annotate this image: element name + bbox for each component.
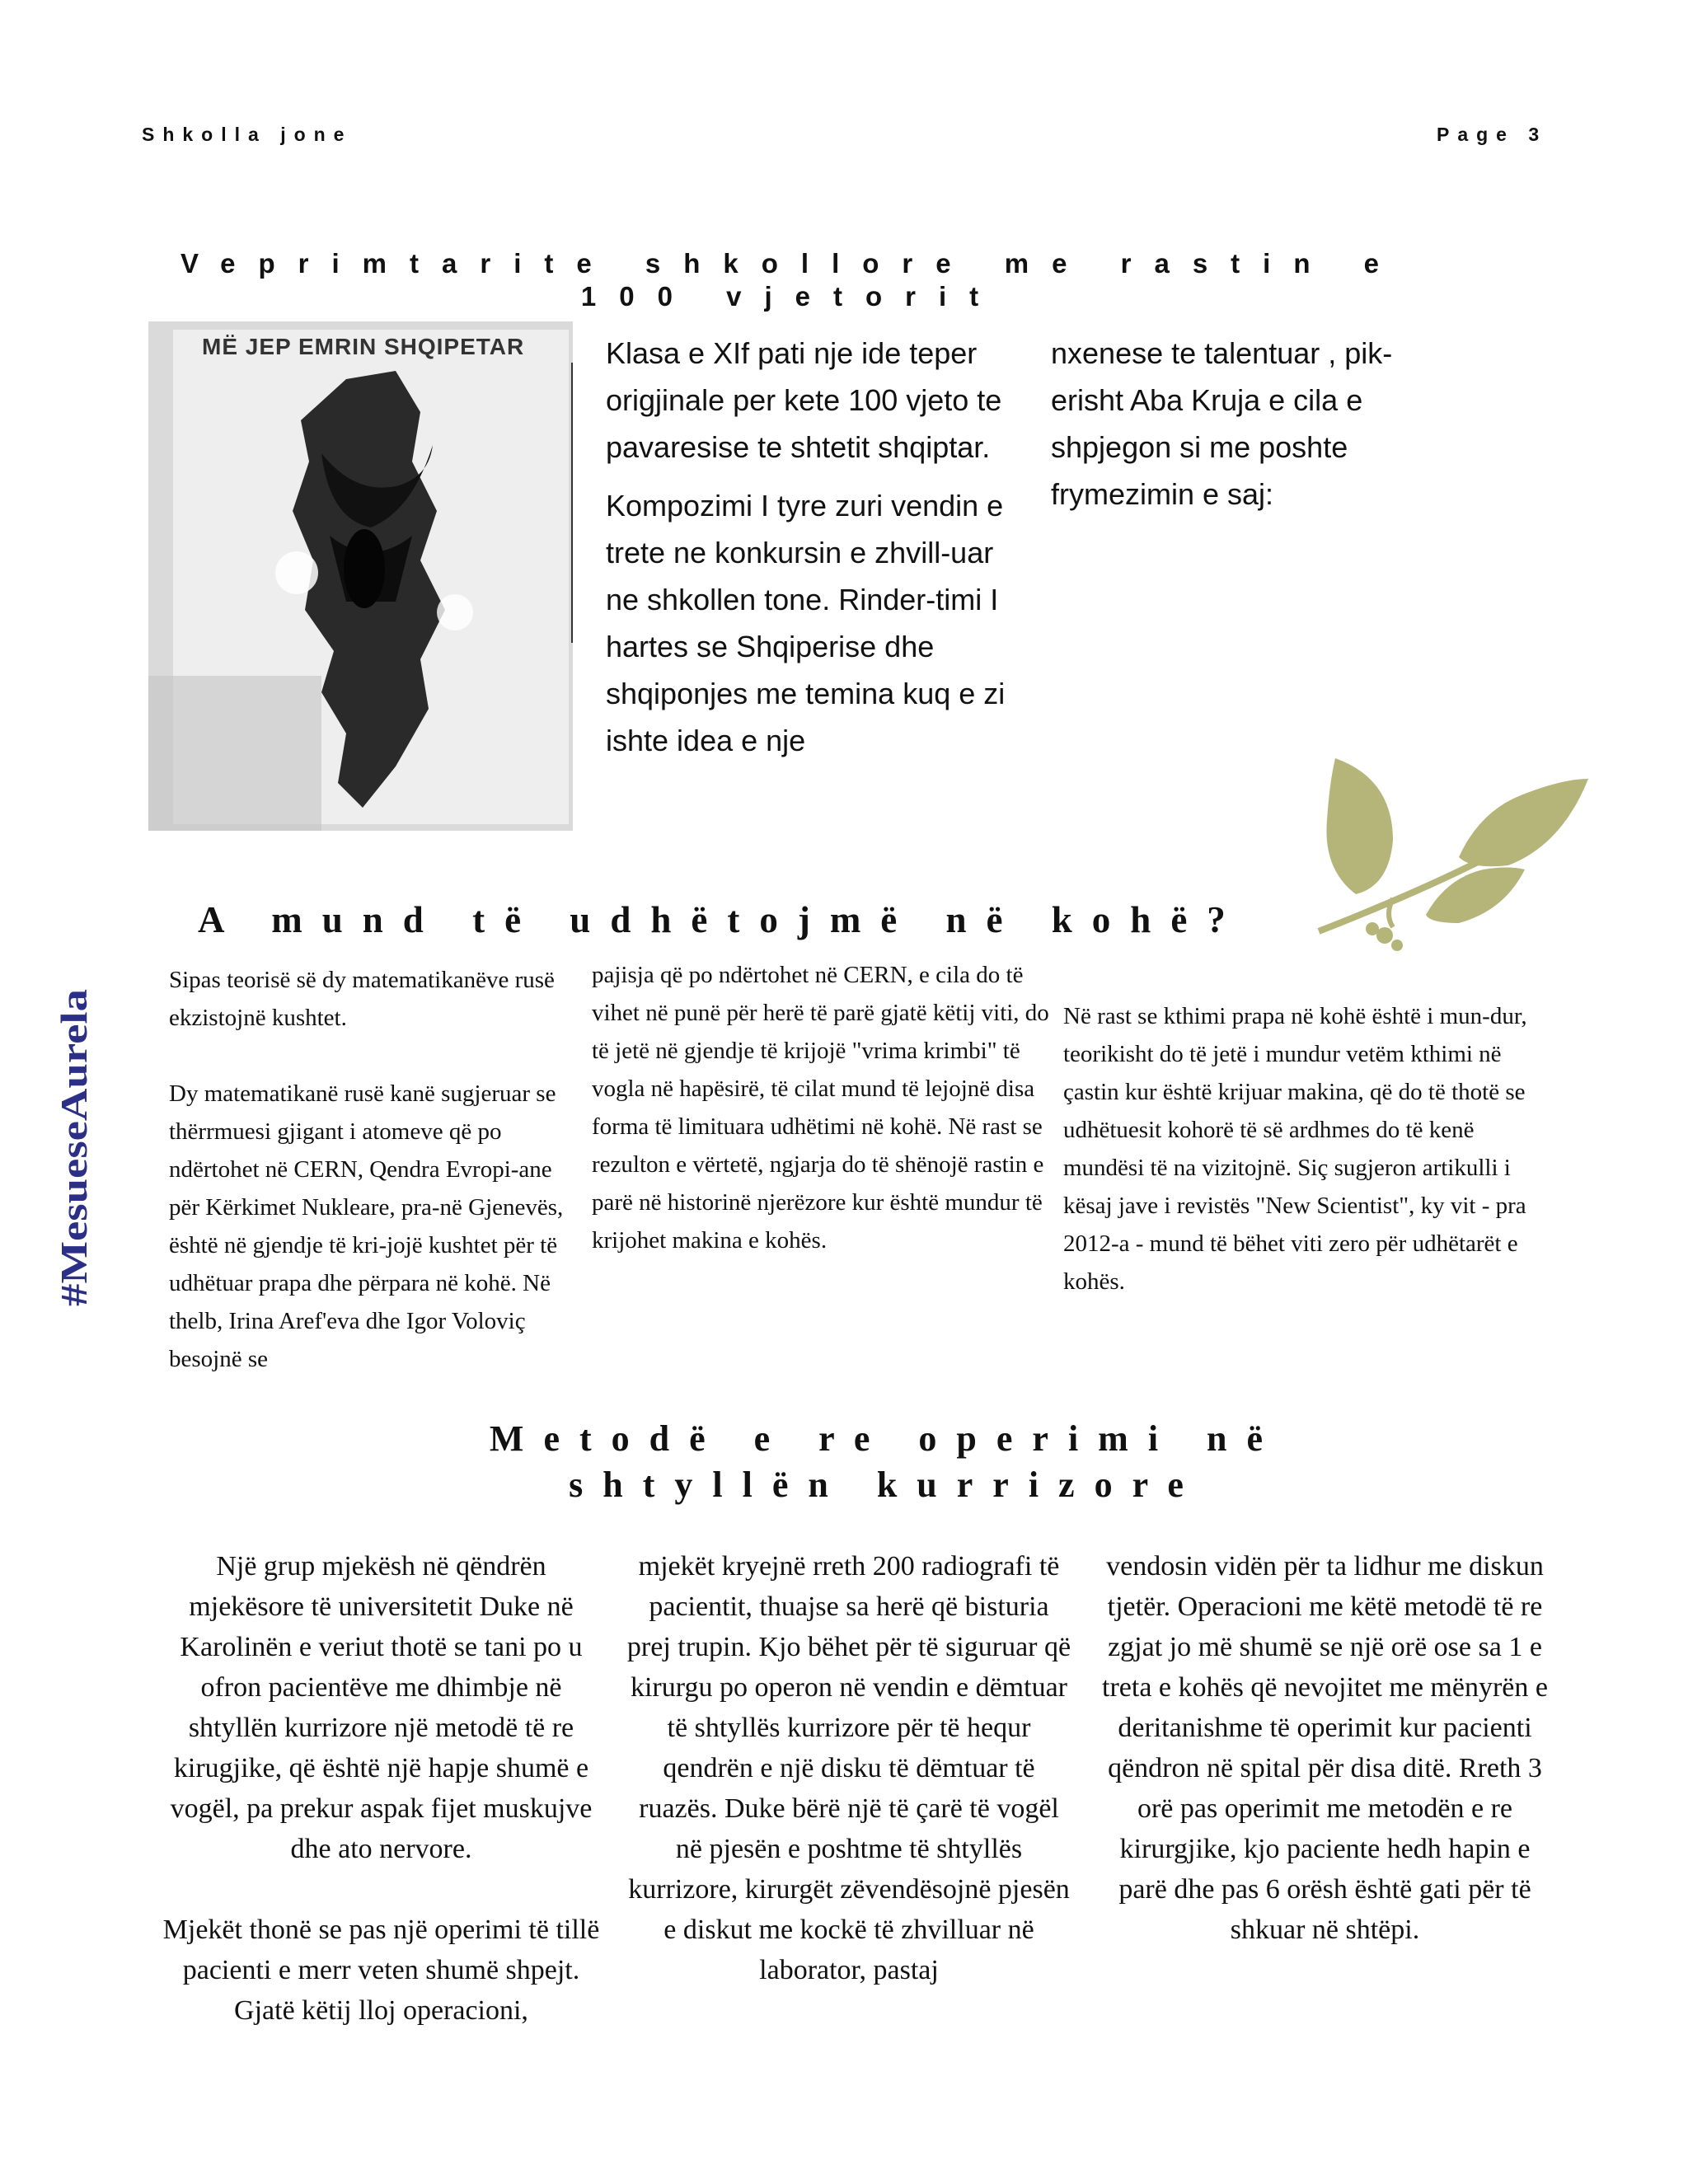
article3-title-line2: shtyllën kurrizore <box>569 1465 1203 1505</box>
article2-column-3 <box>1063 997 1545 1301</box>
watermark-hashtag <box>49 985 99 1306</box>
article2-paragraph: Sipas teorisë së dy matematikanëve rusë ekzistojnë kushtet. <box>169 967 555 1031</box>
article1-title-line1: Veprimtarite shkollore me rastin e <box>180 248 1403 279</box>
article3-column-2 <box>626 1546 1071 1990</box>
article1-paragraph: nxenese te talentuar , pik-erisht Aba Kruja e cila e shpjegon si me poshte frymezimin e saj: <box>1051 336 1393 511</box>
article3-paragraph: mjekët kryejnë rreth 200 radiografi të pacientit, thuajse sa herë që bisturia prej trupin. Kjo bëhet për të siguruar që kirurgu po operon në vendin e dëmtuar të shtyllës kurrizore për të hequr qendrën e një disku të dëmtuar të ruazës. Duke bërë një të çarë të vogël në pjesën e poshtme të shtyllës kurrizore, kirurgët zëvendësojnë pjesën e diskut me kockë të zhvilluar në laborator, pastaj <box>626 1551 1071 1985</box>
article1-title <box>157 247 1426 313</box>
article3-column-1 <box>157 1546 606 2031</box>
article2-paragraph: Dy matematikanë rusë kanë sugjeruar se thërrmuesi gjigant i atomeve që po ndërtohet në CERN, Qendra Evropi-ane për Kërkimet Nukleare, pra-në Gjenevës, është në gjendje të kri-jojë kushtet për të udhëtuar prapa dhe përpara në kohë. Në thelb, Irina Aref'eva dhe Igor Voloviç besojnë se <box>169 1080 564 1372</box>
page-number: Page 3 <box>1437 124 1548 145</box>
article3-title-line1: Metodë e re operimi në <box>489 1418 1283 1459</box>
article3-paragraph: vendosin vidën për ta lidhur me diskun tjetër. Operacioni me këtë metodë të re zgjat jo më shumë se një orë ose sa 1 e treta e kohës që nevojitet me mënyrën e deritanishme të operimit kur pacienti qëndron në spital për disa ditë. Rreth 3 orë pas operimit me metodën e re kirurgjike, kjo paciente hedh hapin e parë dhe pas 6 orësh është gati për të shkuar në shtëpi. <box>1102 1551 1548 1945</box>
article3-paragraph: Një grup mjekësh në qëndrën mjekësore të universitetit Duke në Karolinën e veriut thotë se tani po u ofron pacientëve me dhimbje në shtyllën kurrizore një metodë të re kirugjike, që është një hapje shumë e vogël, pa prekur aspak fijet muskujve dhe ato nervore. <box>170 1551 593 1864</box>
article1-paragraph: Kompozimi I tyre zuri vendin e trete ne konkursin e zhvill-uar ne shkollen tone. Rinder-timi I hartes se Shqiperise dhe shqiponjes me temina kuq e zi ishte idea e nje <box>606 489 1006 757</box>
albanian-eagle-icon <box>148 321 573 831</box>
flag-map-photo <box>148 321 573 831</box>
article3-title <box>396 1416 1376 1508</box>
photo-caption-text: MË JEP EMRIN SHQIPETAR <box>202 334 525 359</box>
article1-paragraph: Klasa e XIf pati nje ide teper origjinale per kete 100 vjeto te pavaresise te shtetit shqiptar. <box>606 336 1002 464</box>
article2-paragraph: pajisja që po ndërtohet në CERN, e cila do të vihet në punë për herë të parë gjatë këtij viti, do të jetë në gjendje të krijojë "vrima krimbi" të vogla në hapësirë, të cilat mund të lejojnë disa forma të limituara udhëtimi në kohë. Në rast se rezulton e vërtetë, ngjarja do të shënojë rastin e parë në historinë njerëzore kur është mundur të krijohet makina e kohës. <box>592 962 1049 1254</box>
watermark-text: #MesueseAurela <box>53 1039 95 1306</box>
article2-column-2 <box>592 956 1049 1259</box>
article1-column-1 <box>606 330 1018 776</box>
article2-title: A mund të udhëtojmë në kohë? <box>198 899 1245 940</box>
article2-column-1 <box>169 961 573 1378</box>
running-header-left: Shkolla jone <box>142 124 353 145</box>
article2-paragraph: Në rast se kthimi prapa në kohë është i mun-dur, teorikisht do të jetë i mundur vetëm kthimi në çastin kur është krijuar makina, që do të thotë se udhëtuesit kohorë të së ardhmes do të kenë mundësi të na vizitojnë. Siç sugjeron artikulli i kësaj jave i revistës "New Scientist", ky vit - pra 2012-a - mund të bëhet viti zero për udhëtarët e kohës. <box>1063 1003 1527 1295</box>
article3-paragraph: Mjekët thonë se pas një operimi të tillë pacienti e merr veten shumë shpejt. Gjatë këtij lloj operacioni, <box>162 1915 600 2026</box>
leaf-branch-icon <box>1315 754 1595 952</box>
article1-title-line2: 100 vjetorit <box>580 281 1002 312</box>
article3-column-3 <box>1100 1546 1550 1950</box>
article1-column-2 <box>1051 330 1430 529</box>
